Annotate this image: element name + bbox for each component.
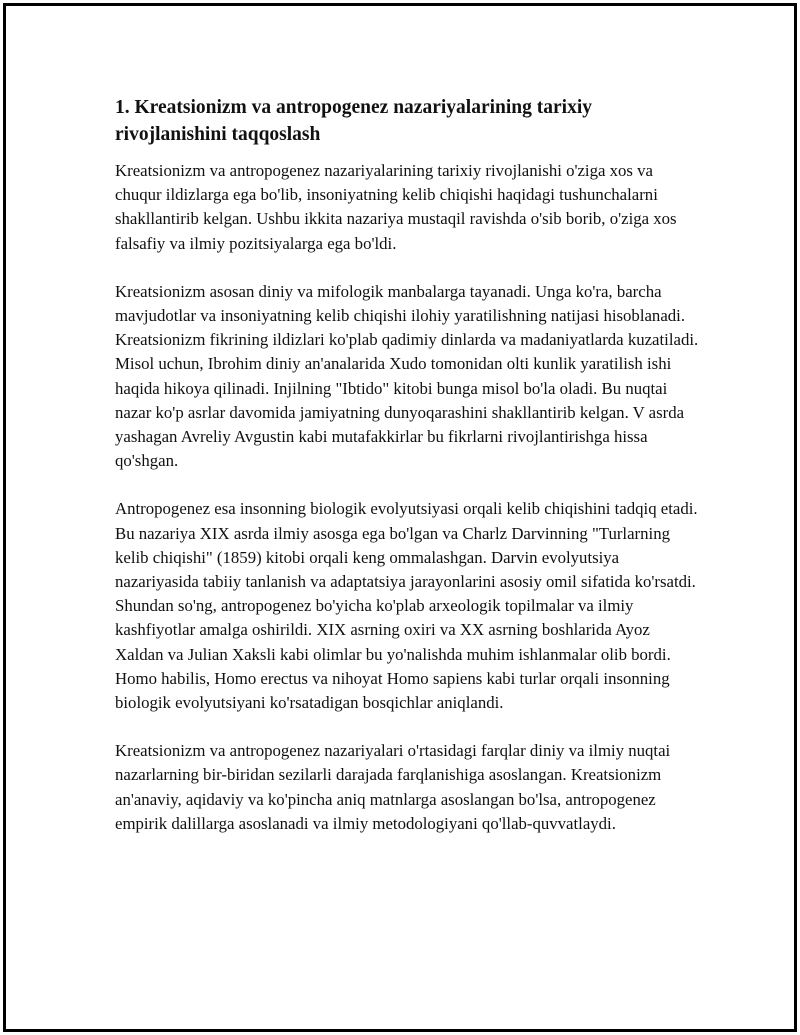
paragraph-1: Kreatsionizm va antropogenez nazariyalarining tarixiy rivojlanishi o'ziga xos va chuqur ildizlarga ega bo'lib, insoniyatning kelib chiqishi haqidagi tushunchalarni shakllantirib kelgan. Ushbu ikkita nazariya mustaqil ravishda o'sib borib, o'ziga xos falsafiy va ilmiy pozitsiyalarga ega bo'ldi.: [115, 161, 677, 253]
paragraph-4: Kreatsionizm va antropogenez nazariyalari o'rtasidagi farqlar diniy va ilmiy nuqtai nazarlarning bir-biridan sezilarli darajada farqlanishiga asoslangan. Kreatsionizm an'anaviy, aqidaviy va ko'pincha aniq matnlarga asoslangan bo'lsa, antropogenez empirik dalillarga asoslanadi va ilmiy metodologiyani qo'llab-quvvatlaydi.: [115, 741, 671, 833]
paragraph-3: Antropogenez esa insonning biologik evolyutsiyasi orqali kelib chiqishini tadqiq etadi. Bu nazariya XIX asrda ilmiy asosga ega bo'lgan va Charlz Darvinning "Turlarning kelib chiqishi" (1859) kitobi orqali keng ommalashgan. Darvin evolyutsiya nazariyasida tabiiy tanlanish va adaptatsiya jarayonlarini asosiy omil sifatida ko'rsatdi. Shundan so'ng, antropogenez bo'yicha ko'plab arxeologik topilmalar va ilmiy kashfiyotlar amalga oshirildi. XIX asrning oxiri va XX asrning boshlarida Ayoz Xaldan va Julian Xaksli kabi olimlar bu yo'nalishda muhim ishlanmalar olib bordi. Homo habilis, Homo erectus va nihoyat Homo sapiens kabi turlar orqali insonning biologik evolyutsiyani ko'rsatadigan bosqichlar aniqlandi.: [115, 499, 698, 713]
paragraph-2: Kreatsionizm asosan diniy va mifologik manbalarga tayanadi. Unga ko'ra, barcha mavjudotlar va insoniyatning kelib chiqishi ilohiy yaratilishning natijasi hisoblanadi. Kreatsionizm fikrining ildizlari ko'plab qadimiy dinlarda va madaniyatlarda kuzatiladi. Misol uchun, Ibrohim diniy an'analarida Xudo tomonidan olti kunlik yaratilish ishi haqida hikoya qilinadi. Injilning "Ibtido" kitobi bunga misol bo'la oladi. Bu nuqtai nazar ko'p asrlar davomida jamiyatning dunyoqarashini shakllantirib kelgan. V asrda yashagan Avreliy Avgustin kabi mutafakkirlar bu fikrlarni rivojlantirishga hissa qo'shgan.: [115, 281, 699, 471]
section-heading: 1. Kreatsionizm va antropogenez nazariyalarining tarixiy rivojlanishini taqqoslash: [115, 97, 592, 145]
document-body: [115, 94, 700, 860]
